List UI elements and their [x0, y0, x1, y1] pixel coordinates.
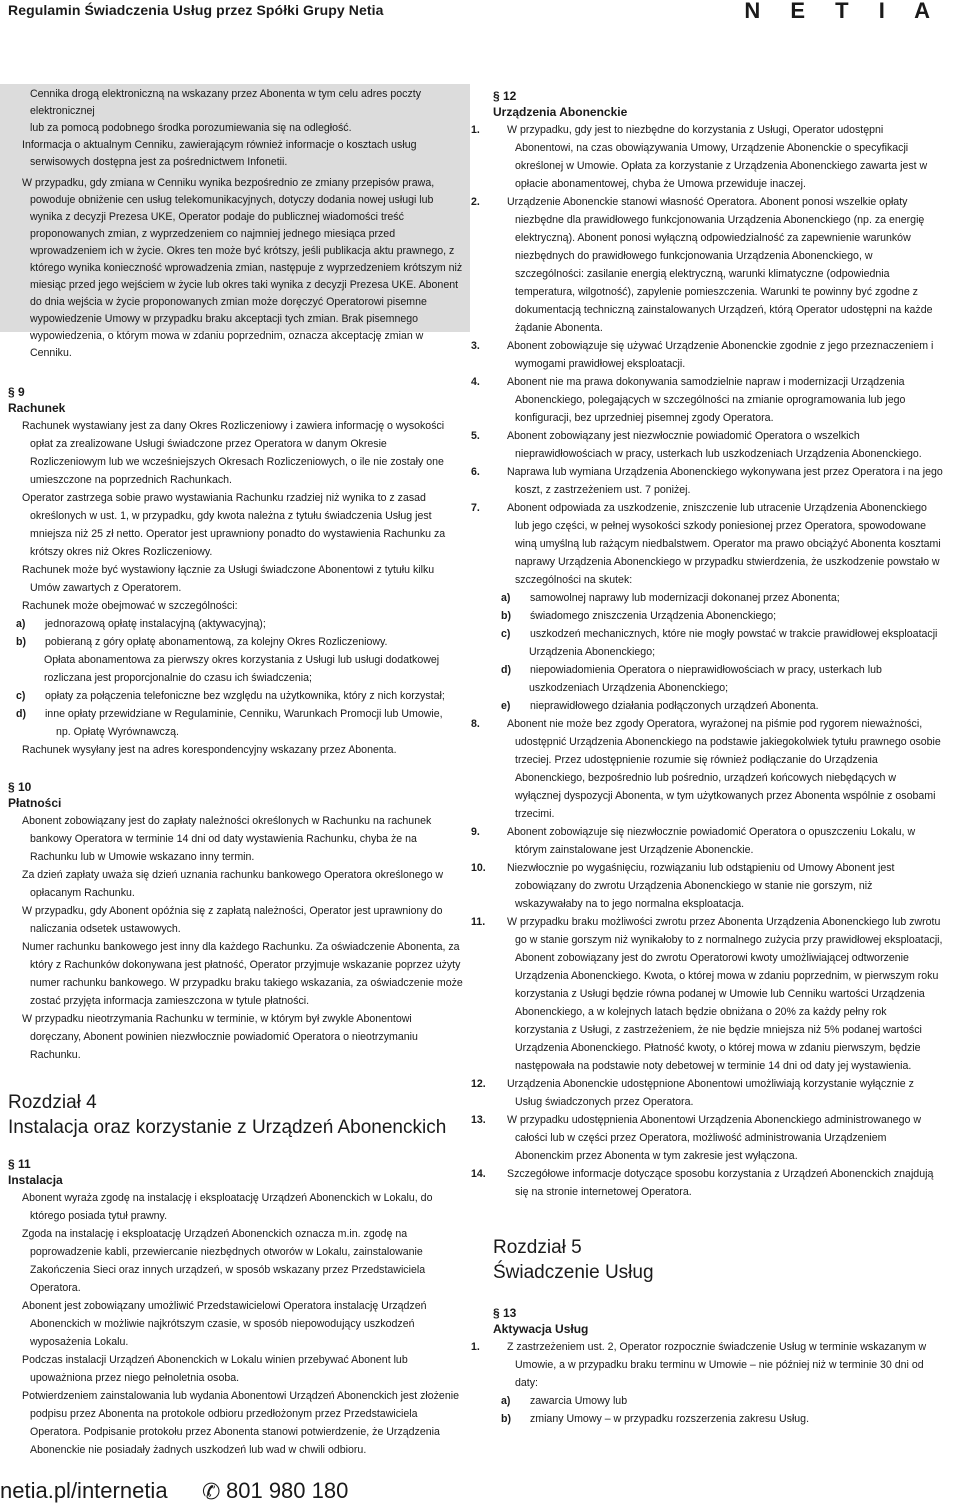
list-item: 5. Abonent zobowiązany jest niezwłocznie powiadomić Operatora o wszelkich nieprawidłowościach w pracy, usterkach lub uszkodzeniach Urządzenia Abonenckiego.: [471, 430, 922, 460]
section-title: Urządzenia Abonenckie: [493, 105, 628, 119]
section-title: Aktywacja Usług: [493, 1322, 589, 1336]
list-item: 1. Z zastrzeżeniem ust. 2, Operator rozpocznie świadczenie Usług w terminie wskazanym w Umowie, a w przypadku braku terminu w Umowie – nie później niż w terminie 30 dni od daty:: [471, 1341, 927, 1389]
list-item: 8. Abonent nie może bez zgody Operatora, wyrażonej na piśmie pod rygorem nieważności, udostępnić Urządzenia Abonenckiego na podstawie jakiegokolwiek tytułu prawnego osobie trzeciej. Przez udostępnienie rozumie się również podłączanie do Urządzenia Abonenckiego, bezpośrednio lub pośrednio, urządzeń końcowych niebędących w wyłącznej dyspozycji Abonenta, w tym użytkowanych przez Abonenta wspólnie z osobami trzecimi.: [471, 718, 941, 820]
section-title: Instalacja: [8, 1173, 63, 1187]
list-item: 12. Urządzenia Abonenckie udostępnione Abonentowi umożliwiają korzystanie wyłącznie z Usług świadczonych przez Operatora.: [471, 1078, 914, 1108]
list-item: 10. Niezwłocznie po wygaśnięciu, rozwiązaniu lub odstąpieniu od Umowy Abonent jest zobowiązany do zwrotu Urządzenia Abonenckiego w stanie nie gorszym, niż wskazywałaby na to jego normalna eksploatacja.: [471, 862, 895, 910]
list-item: W przypadku nieotrzymania Rachunku w terminie, w którym był zwykle Abonentowi doręczany, Abonent powinien niezwłocznie powiadomić Operatora o nieotrzymaniu Rachunku.: [22, 1013, 418, 1061]
sub-item: a) jednorazową opłatę instalacyjną (aktywacyjną);: [16, 618, 266, 630]
sub-item: d) niepowiadomienia Operatora o nieprawidłowościach w pracy, usterkach lub uszkodzeniach Urządzenia Abonenckiego;: [501, 664, 882, 694]
list-item: Informacja o aktualnym Cenniku, zawierającym również informacje o kosztach usług serwisowych dostępna jest za pośrednictwem Infonetii.: [22, 139, 417, 168]
list-item: Zgoda na instalację i eksploatację Urządzeń Abonenckich oznacza m.in. zgodę na poprowadzenie kabli, przewiercanie niezbędnych otworów w Lokalu, zainstalowanie Zakończenia Sieci oraz innych urządzeń, w sposób wskazany przez Przedstawiciela Operatora.: [22, 1228, 426, 1294]
chapter-heading: Rozdział 4 Instalacja oraz korzystanie z Urządzeń Abonenckich: [8, 1092, 447, 1138]
list-item: 4. Abonent nie ma prawa dokonywania samodzielnie napraw i modernizacji Urządzenia Abonenckiego, polegających w szczególności na zmianie oprogramowania lub jego konfiguracji, bez uprzedniej pisemnej zgody Operatora.: [471, 376, 906, 424]
list-item: 6. Naprawa lub wymiana Urządzenia Abonenckiego wykonywana jest przez Operatora i na jego koszt, z zastrzeżeniem ust. 7 poniżej.: [471, 466, 943, 496]
sub-item: c) uszkodzeń mechanicznych, które nie mogły powstać w trakcie prawidłowej eksploatacji Urządzenia Abonenckiego;: [501, 628, 938, 658]
list-item: Rachunek wysyłany jest na adres korespondencyjny wskazany przez Abonenta.: [22, 744, 397, 756]
list-item: W przypadku, gdy zmiana w Cenniku wynika bezpośrednio ze zmiany przepisów prawa, powoduje obniżenie cen usług telekomunikacyjnych, dotyczy dodania nowej usługi lub wynika z decyzji Prezesa UKE, Operator podaje do publicznej wiadomości treść proponowanych zmian, z wyprzedzeniem co najmniej jednego miesiąca przed wprowadzeniem ich w życie. Okres ten może być krótszy, jeśli publikacja aktu prawnego, z którego wynika konieczność wprowadzenia zmian, następuje z wyprzedzeniem krótszym niż miesiąc przed jego wejściem w życie lub okres taki wynika z decyzji Prezesa UKE. Abonent do dnia wejścia w życie proponowanych zmian może doręczyć Operatorowi pisemne wypowiedzenie Umowy w przypadku braku akceptacji tych zmian. Brak pisemnego wypowiedzenia, o którym mowa w zdaniu poprzednim, oznacza akceptację zmian w Cenniku.: [22, 177, 463, 359]
list-item: 2. Urządzenie Abonenckie stanowi własność Operatora. Abonent ponosi wszelkie opłaty niezbędne dla prawidłowego funkcjonowania Urządzenia Abonenckiego (np. za energię elektryczną). Abonent ponosi wyłączną odpowiedzialność za zapewnienie warunków niezbędnych do prawidłowego funkcjonowania Urządzenia Abonenckiego, w szczególności: zasilanie energią elektryczną, warunki klimatyczne (odpowiednia temperatura, wilgotność), zapylenie pomieszczenia. Warunki te powinny być zgodne z dokumentacją techniczną zainstalowanych Urządzeń, którą Operator udostępni na każde żądanie Abonenta.: [471, 196, 933, 334]
list-item: 13. W przypadku udostępnienia Abonentowi Urządzenia Abonenckiego administrowanego w całości lub w części przez Operatora, możliwość administrowania Urządzeniem Abonenckim przez Abonenta w tym zakresie jest wyłączona.: [471, 1114, 922, 1162]
list-item: Abonent wyraża zgodę na instalację i eksploatację Urządzeń Abonenckich w Lokalu, do którego posiada tytuł prawny.: [22, 1192, 433, 1222]
section-number: § 12: [493, 89, 517, 103]
document-title: Regulamin Świadczenia Usług przez Spółki Grupy Netia: [8, 2, 384, 18]
sub-item: d) inne opłaty przewidziane w Regulaminie, Cenniku, Warunkach Promocji lub Umowie,: [16, 708, 443, 720]
chapter-heading: Rozdział 5 Świadczenie Usług: [493, 1237, 654, 1283]
list-item: Rachunek wystawiany jest za dany Okres Rozliczeniowy i zawiera informację o wysokości opłat za zrealizowane Usługi świadczone przez Operatora w danym Okresie Rozliczeniowym lub we wcześniejszych Okresach Rozliczeniowych, o ile nie zostały one umieszczone na poprzednich Rachunkach.: [22, 420, 445, 486]
list-item: Abonent jest zobowiązany umożliwić Przedstawicielowi Operatora instalację Urządzeń Abonenckich w możliwie najkrótszym czasie, w sposób niepowodujący uszkodzeń wyposażenia Lokalu.: [22, 1300, 427, 1348]
sub-item: e) nieprawidłowego działania podłączonych urządzeń Abonenta.: [501, 700, 819, 712]
sub-item: b) pobieraną z góry opłatę abonamentową, za kolejny Okres Rozliczeniowy.: [16, 636, 388, 648]
list-item: Abonent zobowiązany jest do zapłaty należności określonych w Rachunku na rachunek bankowy Operatora w terminie 14 dni od daty wystawienia Rachunku, chyba że na Rachunku lub w Umowie wskazano inny termin.: [22, 815, 432, 863]
sub-item-continuation: Opłata abonamentowa za pierwszy okres korzystania z Usługi lub usługi dodatkowej rozliczana jest proporcjonalnie do czasu ich świadczenia;: [44, 654, 440, 684]
section-title: Rachunek: [8, 401, 66, 415]
sub-item: a) zawarcia Umowy lub: [501, 1395, 628, 1407]
phone-number[interactable]: 801 980 180: [226, 1478, 349, 1503]
intro-text: Cennika drogą elektroniczną na wskazany przez Abonenta w tym celu adres poczty elektronicznej lub za pomocą podobnego środka porozumiewania się na odległość.: [30, 88, 422, 134]
right-column: [471, 86, 943, 1428]
section-number: § 13: [493, 1306, 517, 1320]
sub-item: b) zmiany Umowy – w przypadku rozszerzenia zakresu Usług.: [501, 1413, 810, 1425]
sub-item: a) samowolnej naprawy lub modernizacji dokonanej przez Abonenta;: [501, 592, 840, 604]
list-item: 3. Abonent zobowiązuje się używać Urządzenie Abonenckie zgodnie z jego przeznaczeniem i wymogami prawidłowej eksploatacji.: [471, 340, 934, 370]
section-title: Płatności: [8, 796, 62, 810]
left-column: [8, 86, 464, 1459]
section-number: § 10: [8, 780, 32, 794]
sub-item: b) świadomego zniszczenia Urządzenia Abonenckiego;: [501, 610, 777, 622]
list-item: Rachunek może obejmować w szczególności:: [22, 600, 238, 612]
website-link[interactable]: netia.pl/internetia: [0, 1478, 168, 1503]
list-item: Potwierdzeniem zainstalowania lub wydania Abonentowi Urządzeń Abonenckich jest złożenie podpisu przez Abonenta na protokole odbioru przedłożonym przez Przedstawiciela Operatora. Podpisanie protokołu przez Abonenta stanowi potwierdzenie, że Urządzenia Abonenckie nie posiadały żadnych uszkodzeń lub wad w chwili odbioru.: [22, 1390, 459, 1456]
section-number: § 9: [8, 385, 25, 399]
section-number: § 11: [8, 1157, 31, 1171]
sub-item-continuation: np. Opłatę Wyrównawczą.: [56, 726, 179, 738]
list-item: 7. Abonent odpowiada za uszkodzenie, zniszczenie lub utracenie Urządzenia Abonenckiego lub jego części, w pełnej wysokości szkody poniesionej przez Operatora, spowodowane winą umyślną lub rażącym niedbalstwem. Operator ma prawo obciążyć Abonenta kosztami naprawy Urządzenia Abonenckiego w przypadku stwierdzenia, że uszkodzenie powstało w szczególności na skutek:: [471, 502, 941, 586]
list-item: Rachunek może być wystawiony łącznie za Usługi świadczone Abonentowi z tytułu kilku Umów zawartych z Operatorem.: [22, 564, 435, 594]
list-item: Operator zastrzega sobie prawo wystawiania Rachunku rzadziej niż wynika to z zasad określonych w ust. 1, w przypadku, gdy kwota należna z tytułu świadczenia Usług jest mniejsza niż 25 zł netto. Operator jest uprawniony ponadto do wystawienia Rachunku za krótszy okres niż Okres Rozliczeniowy.: [22, 492, 446, 558]
list-item: Podczas instalacji Urządzeń Abonenckich w Lokalu winien przebywać Abonent lub upoważniona przez niego pełnoletnia osoba.: [22, 1354, 408, 1384]
list-item: Za dzień zapłaty uważa się dzień uznania rachunku bankowego Operatora określonego w opłacanym Rachunku.: [22, 869, 444, 899]
list-item: 1. W przypadku, gdy jest to niezbędne do korzystania z Usługi, Operator udostępni Abonentowi, na czas obowiązywania Umowy, Urządzenie Abonenckie o specyfikacji określonej w Umowie. Opłata za korzystanie z Urządzenia Abonenckiego zawarta jest w opłacie abonamentowej, chyba że Umowa przewiduje inaczej.: [471, 124, 928, 190]
phone-icon: ✆: [202, 1479, 221, 1504]
list-item: 11. W przypadku braku możliwości zwrotu przez Abonenta Urządzenia Abonenckiego lub zwrotu go w stanie gorszym niż wynikałoby to z normalnego zużycia przy prawidłowej eksploatacji, Abonent zobowiązany jest do zwrotu Operatorowi kwoty umożliwiającej odtworzenie Urządzenia Abonenckiego. Kwota, o której mowa w zdaniu poprzednim, w pierwszym roku korzystania z Usługi będzie równa podanej w Umowie lub Cenniku wartości Urządzenia Abonenckiego, a w kolejnych latach będzie obniżana o 20% za każdy pełny rok korzystania z Usługi, z zastrzeżeniem, że nie będzie mniejsza niż 5% podanej wartości Urządzenia Abonenckiego. Płatność kwoty, o której mowa w zdaniu pierwszym, będzie następowała na podstawie noty debetowej w terminie 14 dni od daty jej wystawienia.: [471, 916, 943, 1072]
list-item: W przypadku, gdy Abonent opóźnia się z zapłatą należności, Operator jest uprawniony do naliczania odsetek ustawowych.: [22, 905, 443, 935]
list-item: 9. Abonent zobowiązuje się niezwłocznie powiadomić Operatora o opuszczeniu Lokalu, w którym zainstalowane jest Urządzenie Abonenckie.: [471, 826, 916, 856]
page-header: [0, 0, 960, 24]
list-item: Numer rachunku bankowego jest inny dla każdego Rachunku. Za oświadczenie Abonenta, za który z Rachunków dokonywana jest płatność, Operator przyjmuje wskazanie poprzez użyty numer rachunku bankowego. W przypadku braku takiego wskazania, za oświadczenie może zostać przyjęta informacja zamieszczona w tytule płatności.: [22, 941, 463, 1007]
list-item: 14. Szczegółowe informacje dotyczące sposobu korzystania z Urządzeń Abonenckich znajdują się na stronie internetowej Operatora.: [471, 1168, 934, 1198]
sub-item: c) opłaty za połączenia telefoniczne bez względu na użytkownika, który z nich korzystał;: [16, 690, 445, 702]
netia-logo: N E T I A: [744, 0, 942, 23]
